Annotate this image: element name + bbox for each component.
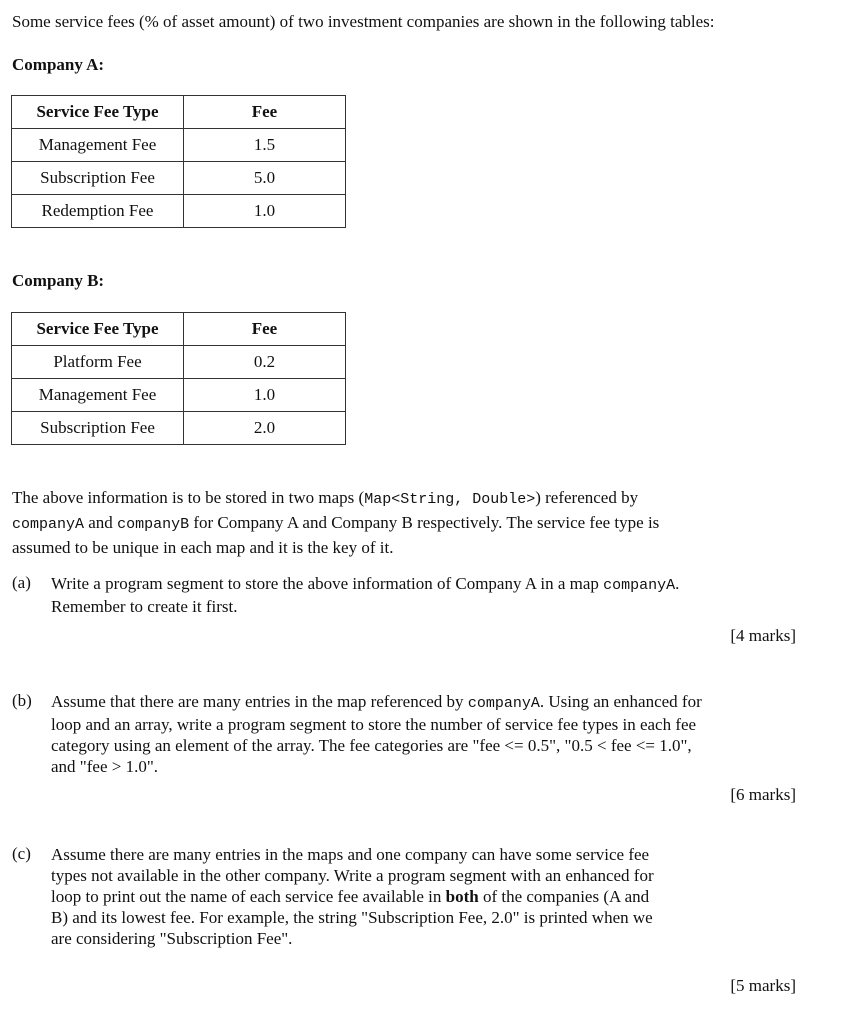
question-c-line-2: types not available in the other company. Write a program segment with an enhanced for xyxy=(51,866,654,885)
table-row xyxy=(12,412,346,445)
intro-text: Some service fees (% of asset amount) of two investment companies are shown in the following tables: xyxy=(12,12,715,31)
question-text: of the companies (A and xyxy=(478,887,650,906)
question-text: . xyxy=(675,574,680,593)
fee-value-cell: 0.2 xyxy=(184,346,346,379)
fee-type-cell: Subscription Fee xyxy=(12,412,184,445)
table-row xyxy=(12,129,346,162)
company-a-table xyxy=(11,95,346,228)
storage-text: for Company A and Company B respectively. The service fee type is xyxy=(189,513,660,532)
question-b-line-1 xyxy=(51,691,791,714)
question-text: . Using an enhanced for xyxy=(539,692,702,711)
question-text: Write a program segment to store the above information of Company A in a map xyxy=(51,574,604,593)
table-row xyxy=(12,162,346,195)
question-text: loop to print out the name of each service fee available in xyxy=(51,887,446,906)
question-b-marks: [6 marks] xyxy=(730,785,796,804)
question-c-label: (c) xyxy=(12,844,31,863)
storage-text: and xyxy=(84,513,118,532)
question-b-label: (b) xyxy=(12,691,32,710)
header-fee: Fee xyxy=(184,313,346,346)
storage-line-2 xyxy=(12,511,802,536)
table-row xyxy=(12,379,346,412)
fee-value-cell: 5.0 xyxy=(184,162,346,195)
fee-value-cell: 2.0 xyxy=(184,412,346,445)
question-c-marks: [5 marks] xyxy=(730,976,796,995)
storage-text: The above information is to be stored in two maps ( xyxy=(12,488,365,507)
question-b-line-2: loop and an array, write a program segment to store the number of service fee types in each fee xyxy=(51,715,697,734)
company-b-table xyxy=(11,312,346,445)
table-header-row xyxy=(12,96,346,129)
code-map-type: Map<String, Double> xyxy=(364,491,536,508)
code-company-a: companyA xyxy=(12,516,85,533)
question-a-line-2: Remember to create it first. xyxy=(51,597,238,616)
question-a-body xyxy=(51,573,791,617)
fee-type-cell: Management Fee xyxy=(12,129,184,162)
fee-value-cell: 1.5 xyxy=(184,129,346,162)
fee-value-cell: 1.0 xyxy=(184,379,346,412)
code-company-b: companyB xyxy=(117,516,190,533)
fee-type-cell: Redemption Fee xyxy=(12,195,184,228)
table-row xyxy=(12,195,346,228)
question-a-marks: [4 marks] xyxy=(730,626,796,645)
question-c-line-1: Assume there are many entries in the maps and one company can have some service fee xyxy=(51,845,650,864)
question-a-line-1 xyxy=(51,573,791,596)
storage-text: ) referenced by xyxy=(535,488,639,507)
storage-paragraph xyxy=(12,486,802,559)
code-company-a: companyA xyxy=(603,577,676,594)
fee-value-cell: 1.0 xyxy=(184,195,346,228)
question-c-line-3 xyxy=(51,886,791,907)
header-fee: Fee xyxy=(184,96,346,129)
company-b-heading: Company B: xyxy=(12,271,105,290)
question-c-line-4: B) and its lowest fee. For example, the string "Subscription Fee, 2.0" is printed when we xyxy=(51,908,653,927)
fee-type-cell: Platform Fee xyxy=(12,346,184,379)
fee-type-cell: Subscription Fee xyxy=(12,162,184,195)
table-row xyxy=(12,346,346,379)
code-company-a: companyA xyxy=(467,695,540,712)
fee-type-cell: Management Fee xyxy=(12,379,184,412)
header-service-fee-type: Service Fee Type xyxy=(12,313,184,346)
company-a-heading: Company A: xyxy=(12,55,105,74)
question-b-line-3: category using an element of the array. The fee categories are "fee <= 0.5", "0.5 < fee <= 1.0", xyxy=(51,736,692,755)
storage-line-3: assumed to be unique in each map and it is the key of it. xyxy=(12,538,394,557)
header-service-fee-type: Service Fee Type xyxy=(12,96,184,129)
question-a-label: (a) xyxy=(12,573,31,592)
question-emphasis: both xyxy=(445,887,479,906)
question-c-body xyxy=(51,844,791,949)
storage-line-1 xyxy=(12,486,802,511)
question-b-line-4: and "fee > 1.0". xyxy=(51,757,159,776)
question-b-body xyxy=(51,691,791,777)
question-text: Assume that there are many entries in the map referenced by xyxy=(51,692,468,711)
question-c-line-5: are considering "Subscription Fee". xyxy=(51,929,293,948)
table-header-row xyxy=(12,313,346,346)
